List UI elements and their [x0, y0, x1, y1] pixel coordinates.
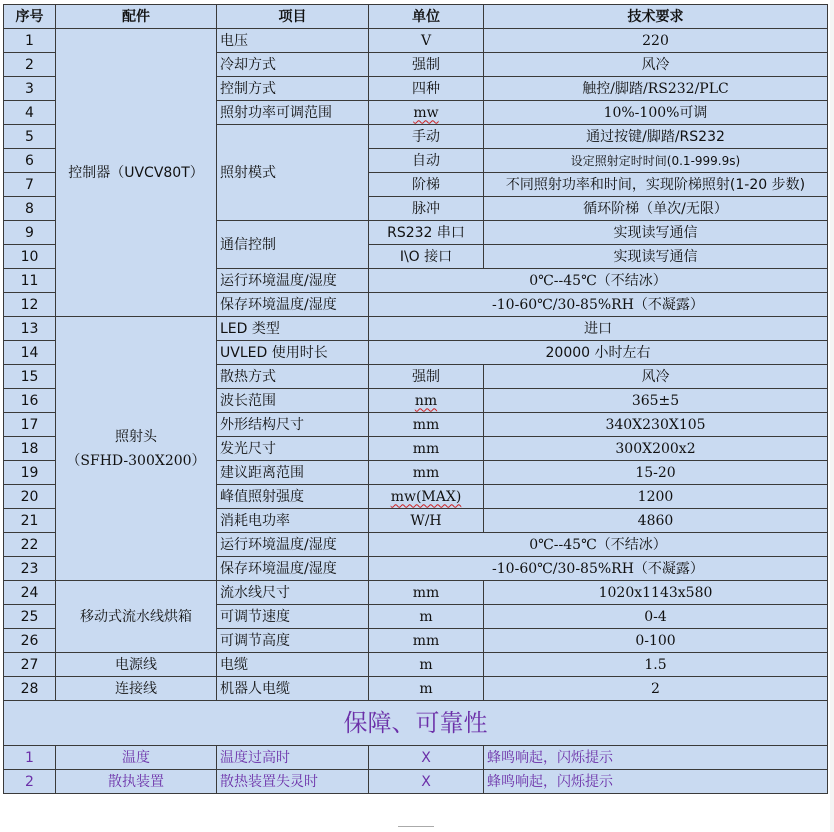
table-row [4, 317, 828, 341]
item-cell: 可调节高度 [217, 629, 369, 653]
row-number: 19 [4, 461, 56, 485]
row-number: 15 [4, 365, 56, 389]
requirement-cell: 10%-100%可调 [484, 101, 828, 125]
table-row [4, 770, 828, 794]
item-cell: UVLED 使用时长 [217, 341, 369, 365]
row-number: 24 [4, 581, 56, 605]
table-row [4, 29, 828, 53]
unit-cell: 手动 [369, 125, 484, 149]
row-number: 12 [4, 293, 56, 317]
row-number: 14 [4, 341, 56, 365]
requirement-cell: 0℃--45℃（不结冰） [369, 533, 828, 557]
section-title-reliability: 保障、可靠性 [4, 701, 828, 746]
row-number: 2 [4, 53, 56, 77]
part-irradiation-head [56, 317, 217, 581]
requirement-cell: 0-100 [484, 629, 828, 653]
spec-table [3, 4, 828, 794]
divider [398, 826, 434, 828]
item-cell: 散热装置失灵时 [217, 770, 369, 794]
requirement-cell: 进口 [369, 317, 828, 341]
header-item: 项目 [217, 5, 369, 29]
unit-cell: V [369, 29, 484, 53]
requirement-cell: 1.5 [484, 653, 828, 677]
requirement-cell: 2 [484, 677, 828, 701]
row-number: 8 [4, 197, 56, 221]
unit-cell: X [369, 746, 484, 770]
row-number: 22 [4, 533, 56, 557]
unit-cell [369, 389, 484, 413]
row-number: 18 [4, 437, 56, 461]
item-cell: 峰值照射强度 [217, 485, 369, 509]
row-number: 28 [4, 677, 56, 701]
unit-cell [369, 485, 484, 509]
requirement-cell: 不同照射功率和时间，实现阶梯照射(1-20 步数) [484, 173, 828, 197]
unit-cell: mm [369, 629, 484, 653]
spellcheck-text: mw(MAX) [390, 488, 462, 505]
unit-cell: 四种 [369, 77, 484, 101]
requirement-cell: 1020x1143x580 [484, 581, 828, 605]
row-number: 26 [4, 629, 56, 653]
item-cell: 电缆 [217, 653, 369, 677]
unit-cell: mm [369, 461, 484, 485]
part-name: 照射头 [115, 428, 157, 445]
header-unit: 单位 [369, 5, 484, 29]
unit-cell: W/H [369, 509, 484, 533]
row-number: 21 [4, 509, 56, 533]
item-cell: 外形结构尺寸 [217, 413, 369, 437]
unit-cell: m [369, 605, 484, 629]
row-number: 13 [4, 317, 56, 341]
requirement-cell: 风冷 [484, 53, 828, 77]
unit-cell: mm [369, 413, 484, 437]
row-number: 5 [4, 125, 56, 149]
requirement-cell: 365±5 [484, 389, 828, 413]
row-number: 1 [4, 29, 56, 53]
row-number: 3 [4, 77, 56, 101]
item-cell: 电压 [217, 29, 369, 53]
requirement-cell: 0℃--45℃（不结冰） [369, 269, 828, 293]
unit-cell: mm [369, 437, 484, 461]
unit-cell: mm [369, 581, 484, 605]
item-cell: 散热方式 [217, 365, 369, 389]
header-seq: 序号 [4, 5, 56, 29]
requirement-cell: 15-20 [484, 461, 828, 485]
row-number: 9 [4, 221, 56, 245]
item-cell: 控制方式 [217, 77, 369, 101]
requirement-cell: 蜂鸣响起，闪烁提示 [484, 746, 828, 770]
item-cell: 消耗电功率 [217, 509, 369, 533]
header-part: 配件 [56, 5, 217, 29]
row-number: 25 [4, 605, 56, 629]
page-edge [830, 0, 834, 832]
unit-cell: RS232 串口 [369, 221, 484, 245]
item-cell: 机器人电缆 [217, 677, 369, 701]
unit-cell [369, 101, 484, 125]
row-number: 1 [4, 746, 56, 770]
requirement-cell: 设定照射定时时间(0.1-999.9s) [484, 149, 828, 173]
row-number: 4 [4, 101, 56, 125]
table-row [4, 677, 828, 701]
unit-cell: m [369, 653, 484, 677]
item-cell: 可调节速度 [217, 605, 369, 629]
requirement-cell: 220 [484, 29, 828, 53]
part-controller: 控制器（UVCV80T） [56, 29, 217, 317]
item-cell: 发光尺寸 [217, 437, 369, 461]
item-cell: LED 类型 [217, 317, 369, 341]
unit-cell: 强制 [369, 53, 484, 77]
unit-cell: I\O 接口 [369, 245, 484, 269]
requirement-cell: 实现读写通信 [484, 245, 828, 269]
requirement-cell: -10-60℃/30-85%RH（不凝露） [369, 557, 828, 581]
requirement-cell: 300X200x2 [484, 437, 828, 461]
item-cell: 温度过高时 [217, 746, 369, 770]
item-cell: 照射功率可调范围 [217, 101, 369, 125]
section-banner-row [4, 701, 828, 746]
row-number: 27 [4, 653, 56, 677]
unit-cell: X [369, 770, 484, 794]
row-number: 7 [4, 173, 56, 197]
part-cell: 温度 [56, 746, 217, 770]
requirement-cell: 通过按键/脚踏/RS232 [484, 125, 828, 149]
part-cell: 散执装置 [56, 770, 217, 794]
unit-cell: 自动 [369, 149, 484, 173]
part-cell: 连接线 [56, 677, 217, 701]
unit-cell: 脉冲 [369, 197, 484, 221]
item-cell: 运行环境温度/湿度 [217, 269, 369, 293]
part-oven: 移动式流水线烘箱 [56, 581, 217, 653]
unit-cell: m [369, 677, 484, 701]
unit-cell: 强制 [369, 365, 484, 389]
row-number: 6 [4, 149, 56, 173]
item-irradiation-mode: 照射模式 [217, 125, 369, 221]
requirement-cell: 实现读写通信 [484, 221, 828, 245]
unit-cell: 阶梯 [369, 173, 484, 197]
table-row [4, 581, 828, 605]
row-number: 10 [4, 245, 56, 269]
row-number: 11 [4, 269, 56, 293]
requirement-cell: 循环阶梯（单次/无限） [484, 197, 828, 221]
item-cell: 流水线尺寸 [217, 581, 369, 605]
requirement-cell: 340X230X105 [484, 413, 828, 437]
requirement-cell: 4860 [484, 509, 828, 533]
item-cell: 冷却方式 [217, 53, 369, 77]
row-number: 20 [4, 485, 56, 509]
requirement-cell: 20000 小时左右 [369, 341, 828, 365]
header-row [4, 5, 828, 29]
item-cell: 波长范围 [217, 389, 369, 413]
row-number: 23 [4, 557, 56, 581]
table-row [4, 746, 828, 770]
spellcheck-text: mw [413, 104, 439, 121]
requirement-cell: -10-60℃/30-85%RH（不凝露） [369, 293, 828, 317]
part-cell: 电源线 [56, 653, 217, 677]
requirement-cell: 风冷 [484, 365, 828, 389]
requirement-cell: 蜂鸣响起，闪烁提示 [484, 770, 828, 794]
row-number: 17 [4, 413, 56, 437]
item-cell: 保存环境温度/湿度 [217, 557, 369, 581]
requirement-cell: 0-4 [484, 605, 828, 629]
spellcheck-text: nm [414, 392, 438, 409]
requirement-cell: 1200 [484, 485, 828, 509]
item-cell: 建议距离范围 [217, 461, 369, 485]
part-model: （SFHD-300X200） [66, 452, 206, 469]
row-number: 2 [4, 770, 56, 794]
item-cell: 保存环境温度/湿度 [217, 293, 369, 317]
header-requirement: 技术要求 [484, 5, 828, 29]
item-communication: 通信控制 [217, 221, 369, 269]
row-number: 16 [4, 389, 56, 413]
requirement-cell: 触控/脚踏/RS232/PLC [484, 77, 828, 101]
table-row [4, 653, 828, 677]
item-cell: 运行环境温度/湿度 [217, 533, 369, 557]
